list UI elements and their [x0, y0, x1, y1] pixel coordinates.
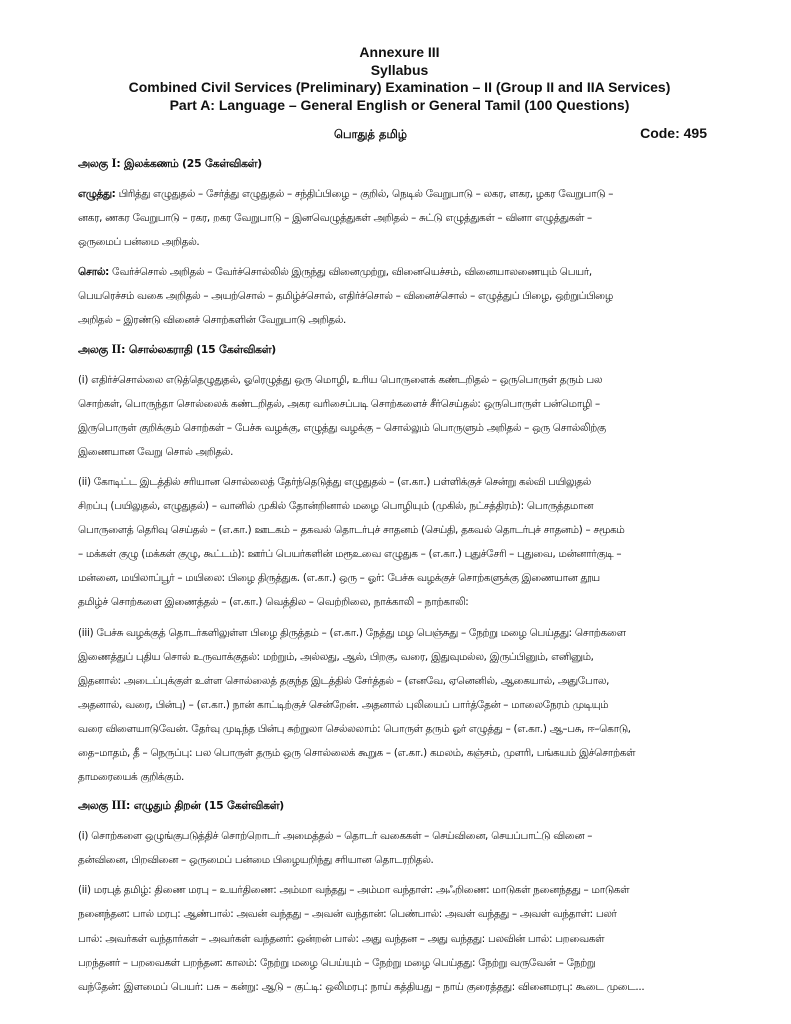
unit-1-title: : இலக்கணம் (25 கேள்விகள்)	[116, 157, 262, 170]
text-line: இருபொருள் குறிக்கும் சொற்கள் – பேச்சு வழக்கு, எழுத்து வழக்கு – சொல்லும் பொருளும் அறிதல் – ஒரு சொல்லிற்கு	[78, 421, 606, 434]
unit-3-roman: III	[111, 797, 127, 813]
unit-1-letters-paragraph	[78, 182, 721, 254]
text-line: பெயரெச்சம் வகை அறிதல் – அயற்சொல் – தமிழ்ச்சொல், எதிர்ச்சொல் – வினைச்சொல் – எழுத்துப் பிழை, ஒற்றுப்பிழை	[78, 290, 613, 303]
subject-title: பொதுத் தமிழ்	[334, 127, 408, 141]
text-line: (ii) கோடிட்ட இடத்தில் சரியான சொல்லைத் தேர்ந்தெடுத்து எழுதுதல் – (எ.கா.) பள்ளிக்குச் சென்று கல்வி பயிலுதல்	[78, 475, 591, 488]
text-line: தமிழ்ச் சொற்களை இணைத்தல் – (எ.கா.) வெத்தில – வெற்றிலை, நாக்காலி – நாற்காலி:	[78, 596, 469, 609]
unit-2-title: : சொல்லகராதி (15 கேள்விகள்)	[121, 342, 277, 356]
text-line: (i) எதிர்ச்சொல்லை எடுத்தெழுதுதல், ஓரெழுத்து ஒரு மொழி, உரிய பொருளைக் கண்டறிதல் – ஒருபொருள் தரும் பல	[78, 373, 603, 386]
subject-row	[78, 125, 721, 147]
unit-1-roman: I	[111, 155, 117, 170]
text-line: மன்னை, மயிலாப்பூர் – மயிலை: பிழை திருத்துக. (எ.கா.) ஒரு – ஓர்: பேச்சு வழக்குச் சொற்களுக்கு இணையான தூய	[78, 572, 600, 585]
text-line: (ii) மரபுத் தமிழ்: திணை மரபு – உயர்திணை: அம்மா வந்தது – அம்மா வந்தாள்: அஃறிணை: மாடுகள் நனைந்தது – மாடுகள்	[78, 884, 630, 897]
unit-2-paragraph-3	[78, 621, 721, 790]
unit-3-paragraph-1	[78, 824, 721, 872]
text-line: சொற்கள், பொருந்தா சொல்லைக் கண்டறிதல், அகர வரிசைப்படி சொற்களைச் சீர்செய்தல்: ஒருபொருள் பன்மொழி –	[78, 397, 600, 410]
text-line: வேர்ச்சொல் அறிதல் – வேர்ச்சொல்லில் இருந்து வினைமுற்று, வினையெச்சம், வினையாலணையும் பெயர்,	[109, 266, 592, 279]
unit-3-heading	[78, 797, 721, 814]
unit-3-paragraph-2	[78, 878, 721, 998]
text-line: பால்: அவர்கள் வந்தார்கள் – அவர்கள் வந்தனர்: ஒன்றன் பால்: அது வந்தன – அது வந்தது: பலவின் பால்: பறவைகள்	[78, 932, 605, 945]
text-line: (i) சொற்களை ஒழுங்குபடுத்திச் சொற்றொடர் அமைத்தல் – தொடர் வகைகள் – செய்வினை, செயப்பாட்டு வினை –	[78, 830, 593, 843]
text-line: (iii) பேச்சு வழக்குத் தொடர்களிலுள்ள பிழை திருத்தம் – (எ.கா.) நேத்து மழ பெஞ்சுது – நேற்று மழை பெய்தது: சொற்களை	[78, 626, 626, 639]
text-line: வரை விளையாடுவேன். தேர்வு முடிந்த பின்பு சுற்றுலா செல்லலாம்: பொருள் தரும் ஓர் எழுத்து – (எ.கா.) ஆ–பசு, ஈ–கொடு,	[78, 722, 631, 735]
text-line: வந்தேன்: இளமைப் பெயர்: பசு – கன்று: ஆடு – குட்டி: ஒலிமரபு: நாய் கத்தியது – நாய் குரைத்தது: வினைமரபு: கூடை முடை...	[78, 980, 645, 993]
unit-3-prefix: அலகு	[78, 799, 112, 813]
text-line: சிறப்பு (பயிலுதல், எழுதுதல்) – வானில் முகில் தோன்றினால் மழை பொழியும் (முகில், நட்சத்திரம்): பொருத்தமான	[78, 500, 594, 513]
text-line: இதனால்: அடைப்புக்குள் உள்ள சொல்லைத் தகுந்த இடத்தில் சேர்த்தல் – (எனவே, ஏனெனில், ஆகையால், அதுபோல,	[78, 674, 610, 687]
unit-1-words-paragraph	[78, 260, 721, 332]
text-line: பொருளைத் தெரிவு செய்தல் – (எ.கா.) ஊடகம் – தகவல் தொடர்புச் சாதனம் (செய்தி, தகவல் தொடர்புச் சாதனம்) – சமூகம்	[78, 524, 625, 537]
unit-1-heading	[78, 155, 721, 172]
text-line: அறிதல் – இரண்டு வினைச் சொற்களின் வேறுபாடு அறிதல்.	[78, 314, 347, 327]
text-line: னகர, ணகர வேறுபாடு – ரகர, றகர வேறுபாடு – இனவெழுத்துகள் அறிதல் – சுட்டு எழுத்துகள் – வினா எழுத்துகள் –	[78, 212, 592, 225]
document-header	[78, 44, 721, 114]
words-label: சொல்:	[78, 266, 110, 279]
unit-2-roman: II	[111, 340, 122, 356]
text-line: ஒருமைப் பன்மை அறிதல்.	[78, 236, 200, 249]
text-line: தை–மாதம், தீ – நெருப்பு: பல பொருள் தரும் ஒரு சொல்லைக் கூறுக – (எ.கா.) கமலம், கஞ்சம், முளரி, பங்கயம் இச்சொற்கள்	[78, 746, 636, 759]
text-line: பிரித்து எழுதுதல் – சேர்த்து எழுதுதல் – சந்திப்பிழை – குறில், நெடில் வேறுபாடு – லகர, ளகர, ழகர வேறுபாடு –	[115, 188, 614, 200]
syllabus-title: Syllabus	[370, 61, 429, 78]
text-line: தாமரையைக் குறிக்கும்.	[78, 771, 185, 784]
text-line: நனைந்தன: பால் மரபு: ஆண்பால்: அவன் வந்தது – அவன் வந்தான்: பெண்பால்: அவள் வந்தது – அவள் வந்தாள்: பலர்	[78, 908, 617, 921]
text-line: – மக்கள் குழு (மக்கள் குழு, கூட்டம்): ஊர்ப் பெயர்களின் மரூஉவை எழுதுக – (எ.கா.) புதுச்சேரி – புதுவை, மன்னார்குடி –	[78, 548, 622, 561]
text-line: தன்வினை, பிறவினை – ஒருமைப் பன்மை பிழையறிந்து சரியான தொடரறிதல்.	[78, 854, 434, 867]
text-line: பறந்தனர் – பறவைகள் பறந்தன: காலம்: நேற்று மழை பெய்யும் – நேற்று மழை பெய்தது: நேற்று வருவேன் – நேற்று	[78, 956, 596, 969]
unit-2-paragraph-2	[78, 470, 721, 615]
unit-3-title: : எழுதும் திறன் (15 கேள்விகள்)	[126, 799, 285, 813]
exam-title: Combined Civil Services (Preliminary) Examination – II (Group II and IIA Services)	[128, 79, 671, 95]
unit-1-prefix: அலகு	[78, 157, 112, 170]
text-line: அதனால், வரை, பின்பு) – (எ.கா.) நான் காட்டிற்குச் சென்றேன். அதனால் புலியைப் பார்த்தேன் – மாலைநேரம் முடியும்	[78, 698, 609, 711]
letters-label: எழுத்து:	[78, 188, 116, 200]
part-title: Part A: Language – General English or General Tamil (100 Questions)	[169, 96, 630, 113]
annexure-title: Annexure III	[359, 44, 440, 60]
unit-2-heading	[78, 341, 721, 358]
unit-2-prefix: அலகு	[78, 342, 112, 356]
text-line: இணையான வேறு சொல் அறிதல்.	[78, 445, 234, 458]
subject-code: Code: 495	[640, 125, 707, 141]
unit-2-paragraph-1	[78, 368, 721, 464]
text-line: இணைத்துப் புதிய சொல் உருவாக்குதல்: மற்றும், அல்லது, ஆல், பிறகு, வரை, இதுவுமல்ல, இருப்பினும், எனினும்,	[78, 650, 594, 663]
